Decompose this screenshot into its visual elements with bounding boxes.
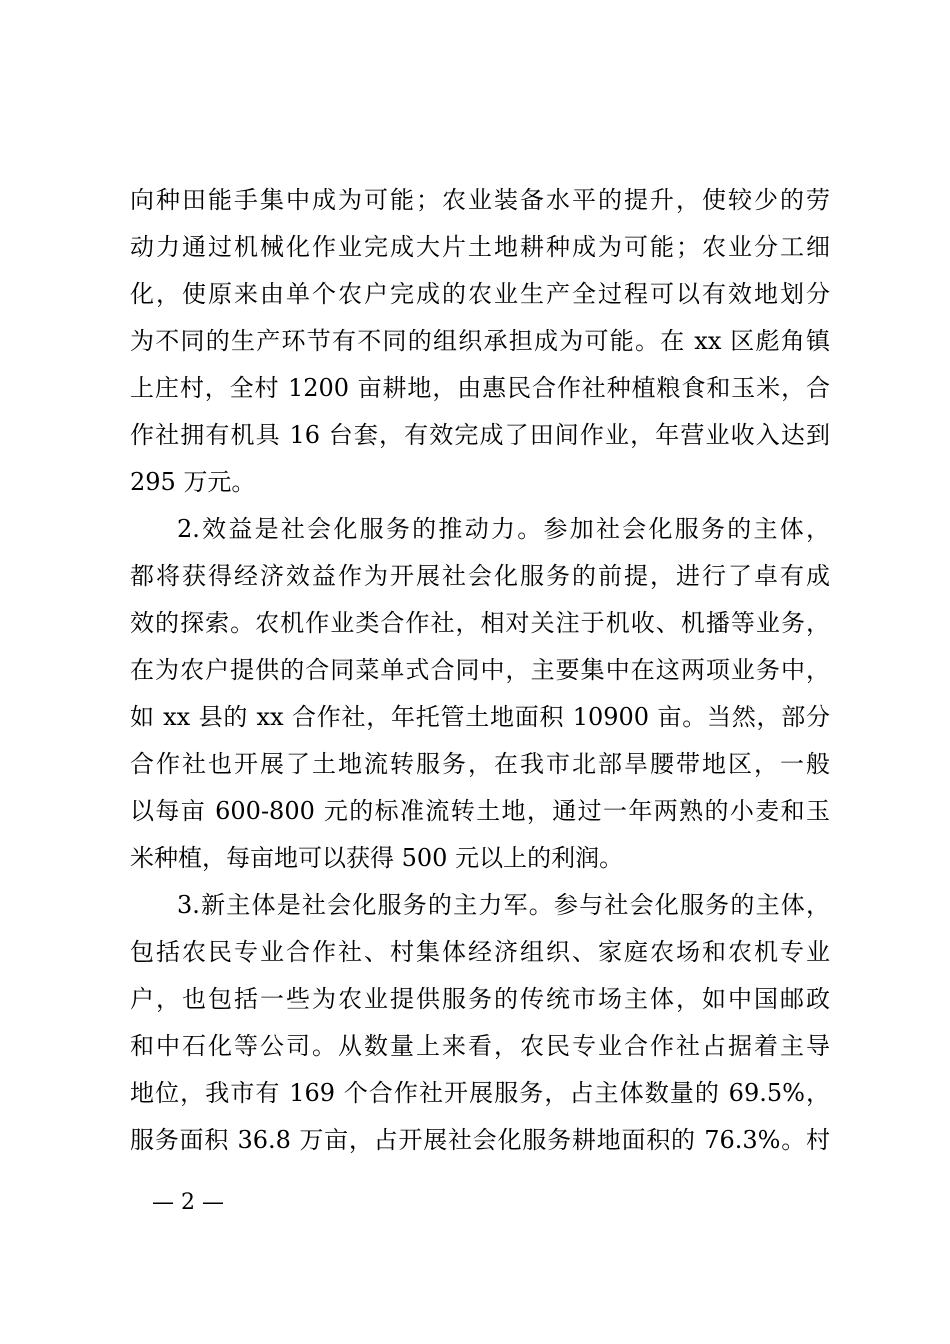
text-line: 和中石化等公司。从数量上来看，农民专业合作社占据着主导 bbox=[130, 1032, 830, 1060]
text-line: 效的探索。农机作业类合作社，相对关注于机收、机播等业务， bbox=[130, 609, 830, 637]
text-line: 都将获得经济效益作为开展社会化服务的前提，进行了卓有成 bbox=[130, 562, 830, 590]
text-line: 米种植，每亩地可以获得 500 元以上的利润。 bbox=[130, 844, 624, 872]
text-line: 动力通过机械化作业完成大片土地耕种成为可能；农业分工细 bbox=[130, 233, 830, 261]
text-line: 包括农民专业合作社、村集体经济组织、家庭农场和农机专业 bbox=[130, 938, 830, 966]
text-line: 以每亩 600-800 元的标准流转土地，通过一年两熟的小麦和玉 bbox=[130, 797, 830, 825]
text-line: 如 xx 县的 xx 合作社，年托管土地面积 10900 亩。当然，部分 bbox=[130, 703, 830, 731]
text-line: 服务面积 36.8 万亩，占开展社会化服务耕地面积的 76.3%。村 bbox=[130, 1126, 830, 1154]
text-line: 化，使原来由单个农户完成的农业生产全过程可以有效地划分 bbox=[130, 280, 830, 308]
text-line: 地位，我市有 169 个合作社开展服务，占主体数量的 69.5%， bbox=[130, 1079, 830, 1107]
text-line: 向种田能手集中成为可能；农业装备水平的提升，使较少的劳 bbox=[130, 186, 830, 214]
paragraph-heading-2: 2.效益是社会化服务的推动力。参加社会化服务的主体， bbox=[177, 515, 830, 543]
paragraph-heading-3: 3.新主体是社会化服务的主力军。参与社会化服务的主体， bbox=[177, 891, 830, 919]
text-line: 在为农户提供的合同菜单式合同中，主要集中在这两项业务中， bbox=[130, 656, 830, 684]
text-line: 295 万元。 bbox=[130, 468, 256, 496]
text-line: 为不同的生产环节有不同的组织承担成为可能。在 xx 区彪角镇 bbox=[130, 327, 830, 355]
text-line: 作社拥有机具 16 台套，有效完成了田间作业，年营业收入达到 bbox=[130, 421, 830, 449]
text-line: 户，也包括一些为农业提供服务的传统市场主体，如中国邮政 bbox=[130, 985, 830, 1013]
text-line: 上庄村，全村 1200 亩耕地，由惠民合作社种植粮食和玉米，合 bbox=[130, 374, 830, 402]
page-number: — 2 — bbox=[152, 1190, 224, 1215]
text-line: 合作社也开展了土地流转服务，在我市北部旱腰带地区，一般 bbox=[130, 750, 830, 778]
